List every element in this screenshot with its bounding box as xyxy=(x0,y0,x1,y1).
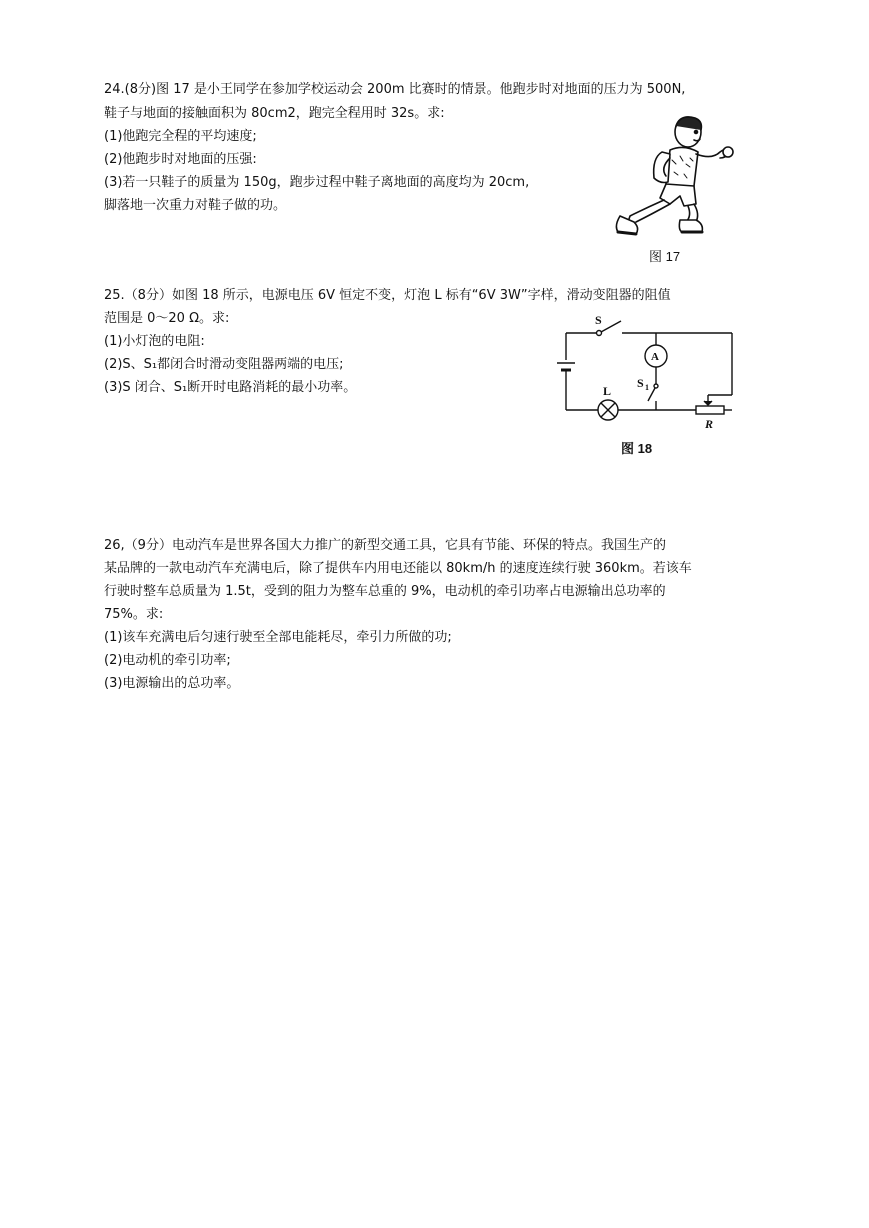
q25-line-5: (3)S 闭合、S₁断开时电路消耗的最小功率。 xyxy=(104,380,357,395)
q26-line-4: 75%。求: xyxy=(104,607,164,622)
q24-line-3: (1)他跑完全程的平均速度; xyxy=(104,129,257,144)
switch-s1-blade xyxy=(648,388,655,401)
runner-illustration xyxy=(600,112,740,242)
q24-line-2: 鞋子与地面的接触面积为 80cm2，跑完全程用时 32s。求: xyxy=(104,106,445,121)
switch-s-contact xyxy=(597,331,602,336)
q24-line-1: 24.(8分)图 17 是小王同学在参加学校运动会 200m 比赛时的情景。他跑步时对地面的压力为 500N, xyxy=(104,82,686,97)
q24-line-5: (3)若一只鞋子的质量为 150g，跑步过程中鞋子离地面的高度均为 20cm, xyxy=(104,175,530,190)
label-rheostat: R xyxy=(705,417,714,431)
q24-line-4: (2)他跑步时对地面的压强: xyxy=(104,152,257,167)
q24-line-6: 脚落地一次重力对鞋子做的功。 xyxy=(104,198,287,213)
circuit-diagram xyxy=(548,308,748,433)
q26-line-6: (2)电动机的牵引功率; xyxy=(104,653,231,668)
label-ammeter: A xyxy=(651,351,659,363)
q26-line-1: 26,（9分）电动汽车是世界各国大力推广的新型交通工具，它具有节能、环保的特点。我国生产的 xyxy=(104,538,666,553)
q25-line-3: (1)小灯泡的电阻: xyxy=(104,334,205,349)
q25-line-4: (2)S、S₁都闭合时滑动变阻器两端的电压; xyxy=(104,357,344,372)
rheostat-arrow xyxy=(704,401,712,405)
q26-line-5: (1)该车充满电后匀速行驶至全部电能耗尽，牵引力所做的功; xyxy=(104,630,452,645)
figure-18-caption: 图 18 xyxy=(621,441,653,456)
q25-line-1: 25.（8分）如图 18 所示，电源电压 6V 恒定不变，灯泡 L 标有“6V 3W”字样，滑动变阻器的阻值 xyxy=(104,288,671,303)
switch-s1-contact xyxy=(654,384,658,388)
q26-line-3: 行驶时整车总质量为 1.5t，受到的阻力为整车总重的 9%，电动机的牵引功率占电源输出总功率的 xyxy=(104,584,666,599)
q26-line-2: 某品牌的一款电动汽车充满电后，除了提供车内用电还能以 80km/h 的速度连续行驶 360km。若该车 xyxy=(104,561,692,576)
figure-17-caption: 图 17 xyxy=(649,249,681,264)
label-switch-s: S xyxy=(595,313,602,327)
switch-s-blade xyxy=(601,321,621,332)
q25-line-2: 范围是 0～20 Ω。求: xyxy=(104,311,230,326)
rheostat-body xyxy=(696,406,724,414)
label-switch-s1: S xyxy=(637,376,644,390)
q26-line-7: (3)电源输出的总功率。 xyxy=(104,676,240,691)
label-lamp: L xyxy=(603,384,612,398)
label-switch-s1-sub: 1 xyxy=(645,383,649,392)
